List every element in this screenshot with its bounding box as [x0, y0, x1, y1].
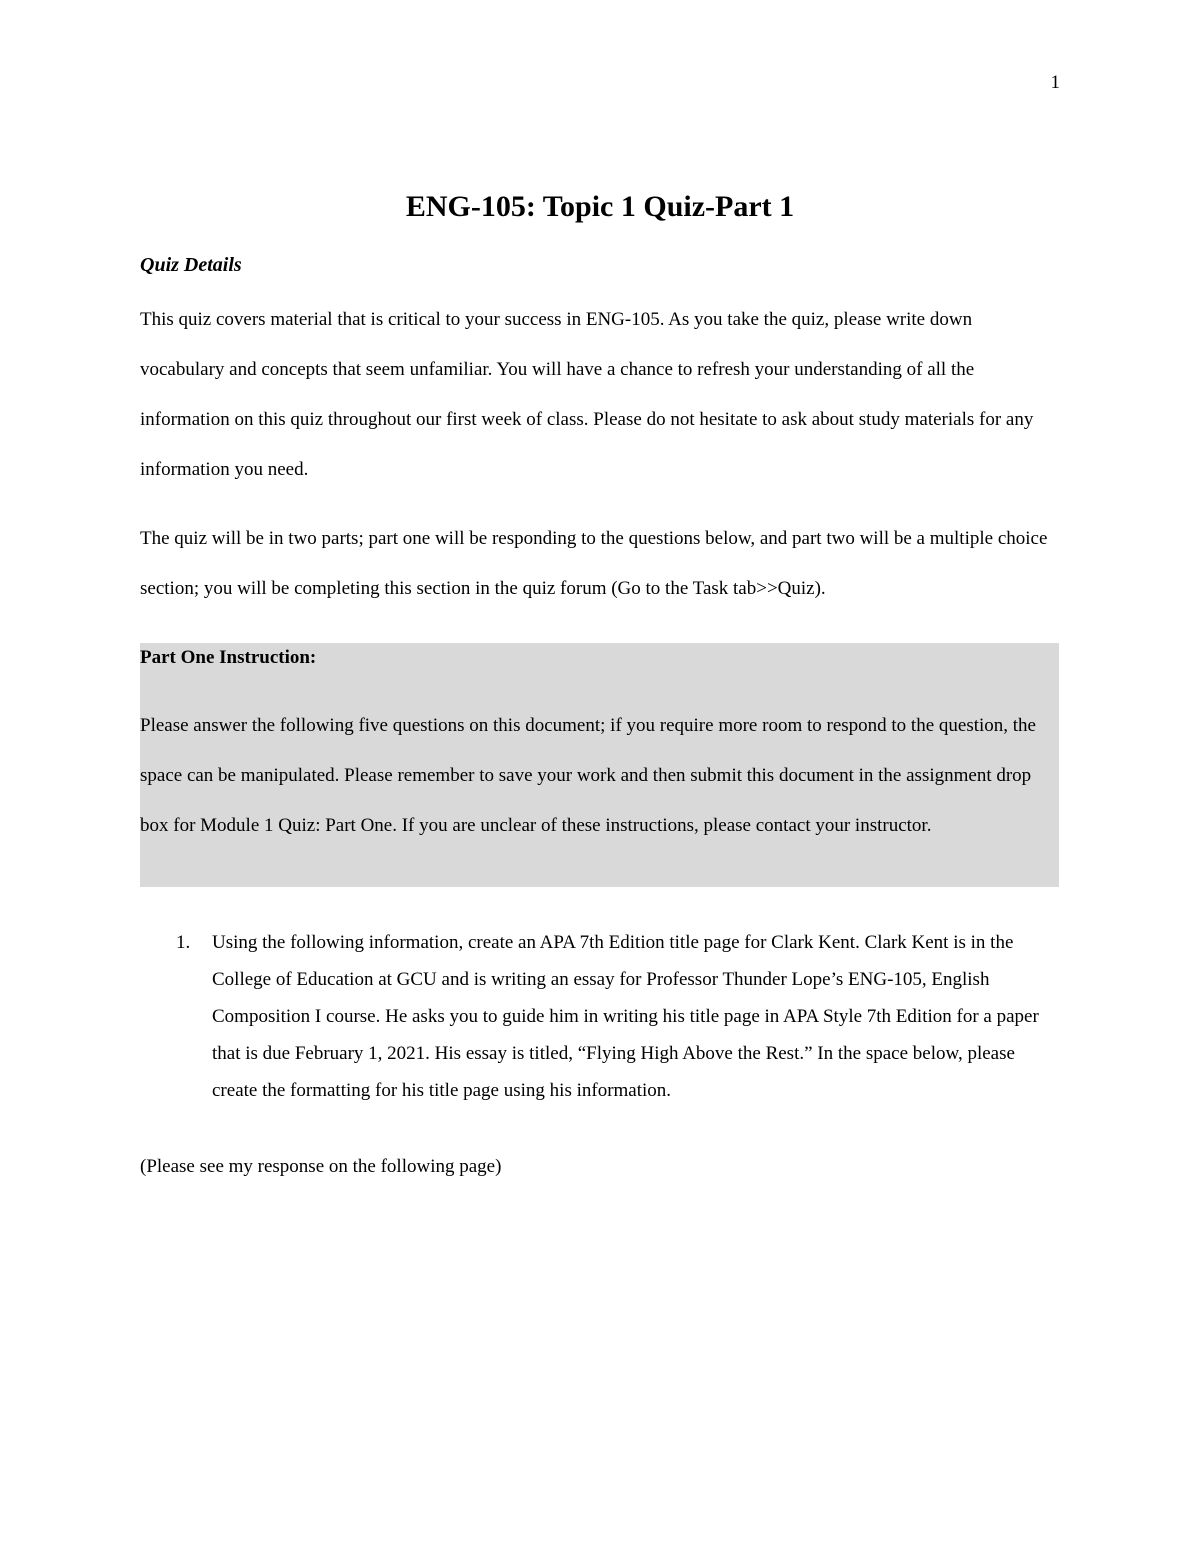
page-number: 1 — [1050, 72, 1060, 93]
question-list — [140, 924, 1060, 1109]
intro-paragraph: This quiz covers material that is critical to your success in ENG-105. As you take the quiz, please write down vocabulary and concepts that seem unfamiliar. You will have a chance to refresh your understanding of all the information on this quiz throughout our first week of class. Please do not hesitate to ask about study materials for any information you need. — [140, 309, 1034, 480]
instruction-heading: Part One Instruction: — [140, 647, 317, 668]
question-item — [140, 924, 1060, 1109]
response-note: (Please see my response on the following page) — [140, 1156, 502, 1177]
question-number: 1. — [176, 932, 191, 953]
quiz-parts-paragraph: The quiz will be in two parts; part one will be responding to the questions below, and part two will be a multiple choice section; you will be completing this section in the quiz forum (Go to the Task tab>>Quiz). — [140, 528, 1048, 599]
instruction-text: Please answer the following five questions on this document; if you require more room to respond to the question, the space can be manipulated. Please remember to save your work and then submit this document in the assignment drop box for Module 1 Quiz: Part One. If you are unclear of these instructions, please contact your instructor. — [140, 715, 1036, 836]
document-title: ENG-105: Topic 1 Quiz-Part 1 — [405, 190, 795, 223]
quiz-details-heading: Quiz Details — [140, 254, 242, 276]
question-text: Using the following information, create an APA 7th Edition title page for Clark Kent. Clark Kent is in the College of Education at GCU and is writing an essay for Professor Thunder Lope’s ENG-105, English Composition I course. He asks you to guide him in writing his title page in APA Style 7th Edition for a paper that is due February 1, 2021. His essay is titled, “Flying High Above the Rest.” In the space below, please create the formatting for his title page using his information. — [212, 932, 1039, 1101]
